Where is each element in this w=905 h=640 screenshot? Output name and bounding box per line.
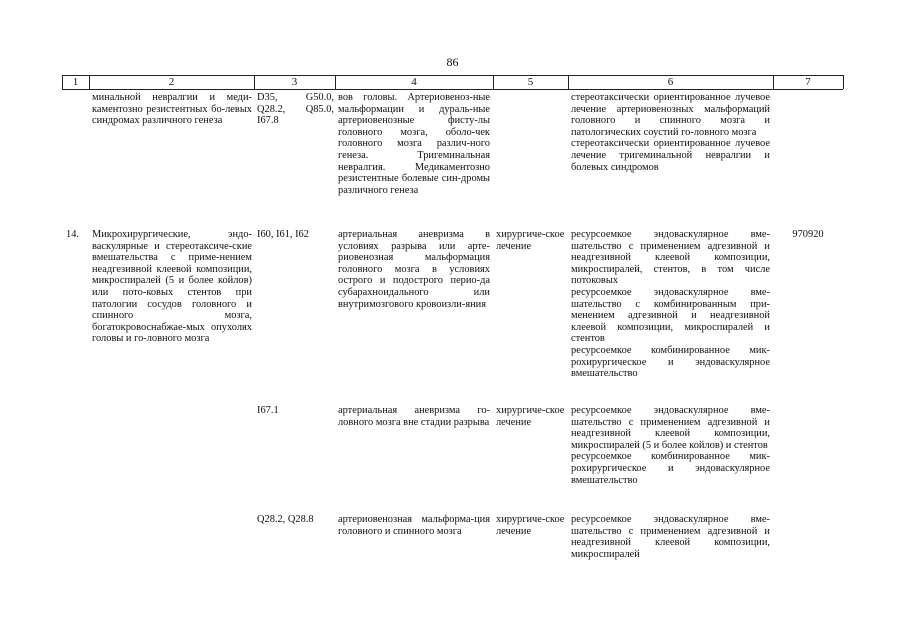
block3-methods [571,514,770,560]
block1-method-1: ресурсоемкое эндоваскулярное вме-шательство с применением адгезивной и неадгезивной клеевой композиции, микроспиралей, стентов, в том числе потоковых [571,229,770,287]
block1-codes: I60, I61, I62 [257,229,309,240]
block1-method-2: ресурсоемкое эндоваскулярное вме-шательство с комбинированным при-менением адгезивной и неадгезивной клеевой композиции, микроспиралей и стентов [571,286,770,345]
block0-method-2: стереотаксически ориентированное лучевое лечение тригеминальной невралгии и болевых синдромов [571,138,770,173]
block0-codes-a: D35, Q28.2, I67.8 [257,92,286,127]
block1-diagnosis: артериальная аневризма в условиях разрыва или арте-риовенозная мальформация головного мозга в условиях острого и подострого перио-да субарахноидального или внутримозгового кровоизли-яния [338,229,490,310]
header-col-7: 7 [805,76,811,88]
block2-method-2: ресурсоемкое комбинированное мик-рохирургическое и эндоваскулярное вмешательство [571,451,770,486]
block2-treatment-type: хирургиче-ское лечение [496,405,565,428]
block3-diagnosis: артериовенозная мальформа-ция головного и спинного мозга [338,514,490,537]
header-col-6: 6 [667,76,674,88]
block1-methods [571,229,770,380]
block1-treatment-type: хирургиче-ское лечение [496,229,565,252]
block1-description: Микрохирургические, эндо-васкулярные и стереотаксиче-ские вмешательства с приме-нением неадгезивной клеевой композиции, микроспиралей (5 и более койлов) или пото-ковых стентов при патологии сосудов головного и спинного мозга, богатокровоснабжае-мых опухолях головы и го-ловного мозга [92,229,252,345]
col-divider [843,75,844,89]
header-col-5: 5 [527,76,534,88]
block3-method-1: ресурсоемкое эндоваскулярное вме-шательство с применением адгезивной и неадгезивной клеевой композиции, микроспиралей [571,514,770,560]
block1-method-3: ресурсоемкое комбинированное мик-рохирургическое и эндоваскулярное вмешательство [571,344,770,380]
block0-codes-b: G50.0, Q85.0, [305,92,334,115]
block3-treatment-type: хирургиче-ское лечение [496,514,565,537]
block2-diagnosis: артериальная аневризма го-ловного мозга вне стадии разрыва [338,405,490,428]
block1-row-number: 14. [66,229,79,240]
block0-methods [571,92,770,173]
block2-methods [571,405,770,486]
block1-cost: 970920 [792,229,824,240]
header-col-1: 1 [72,76,79,88]
block2-codes: I67.1 [257,405,279,416]
header-col-2: 2 [168,76,175,88]
header-col-3: 3 [291,76,298,88]
block0-method-1: стереотаксически ориентированное лучевое лечение артериовенозных мальформаций головного и спинного мозга и патологических соустий го-ловного мозга [571,92,770,138]
block3-codes: Q28.2, Q28.8 [257,514,314,525]
table-header-bottom-line [62,89,843,90]
header-col-4: 4 [411,76,417,88]
block2-method-1: ресурсоемкое эндоваскулярное вме-шательство с применением адгезивной и неадгезивной клеевой композиции, микроспиралей (5 и более койлов) и стентов [571,405,770,451]
block0-diagnosis: вов головы. Артериовеноз-ные мальформации и дураль-ные артериовенозные фисту-лы головного мозга, оболо-чек головного мозга различ-ного генеза. Тригеминальная невралгия. Медикаментозно резистентные болевые син-дромы различного генеза [338,92,490,196]
page-number: 86 [446,55,459,69]
block0-description: минальной невралгии и меди-каментозно резистентных бо-левых синдромах различного генеза [92,92,252,127]
